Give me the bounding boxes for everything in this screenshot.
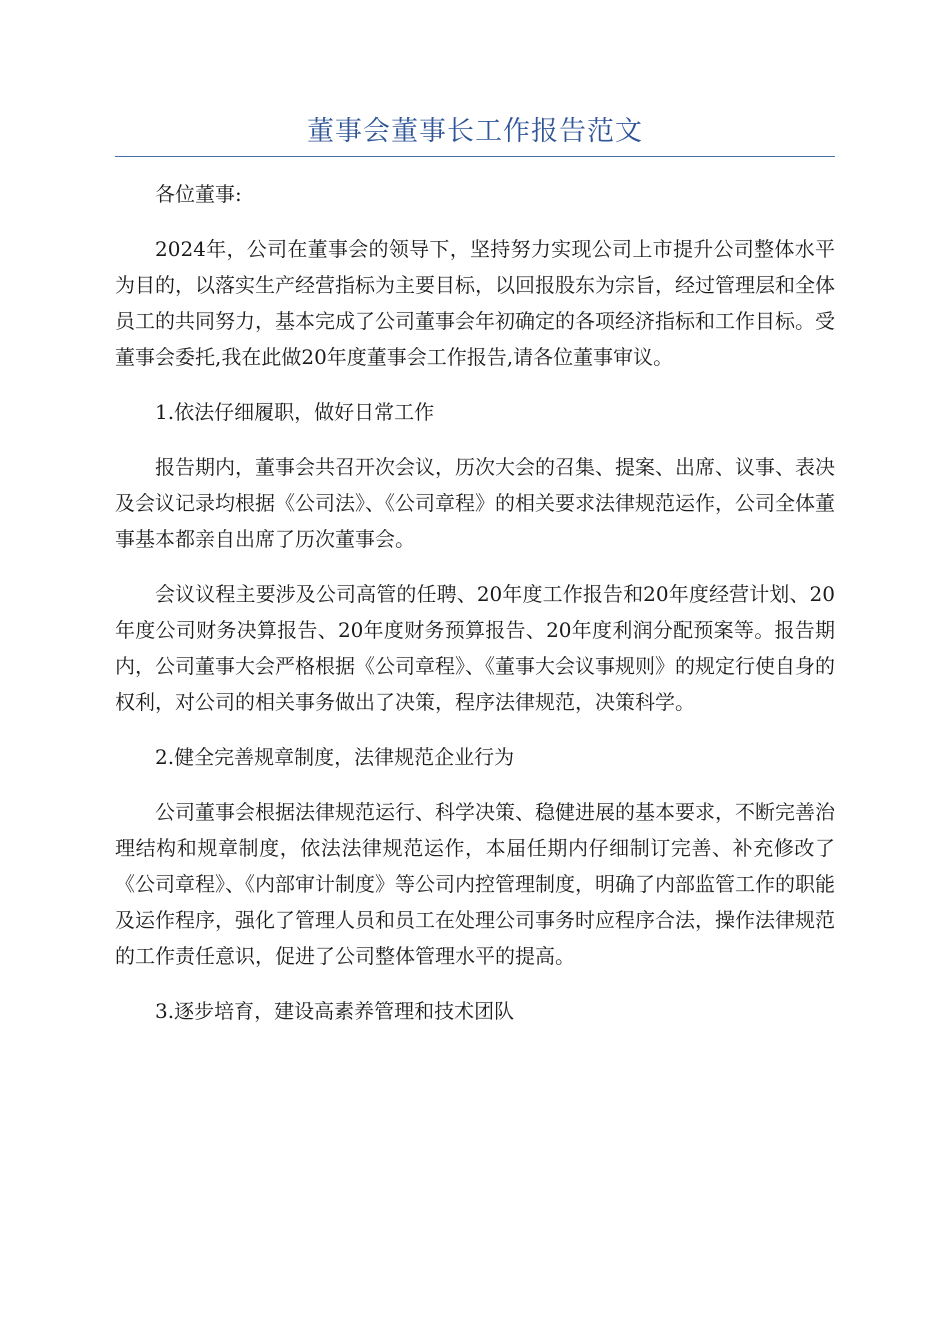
paragraph-agenda: 会议议程主要涉及公司高管的任聘、20年度工作报告和20年度经营计划、20年度公司财务决算报告、20年度财务预算报告、20年度利润分配预案等。报告期内，公司董事大会严格根据《公司章程》、《董事大会议事规则》的规定行使自身的权利，对公司的相关事务做出了决策，程序法律规范，决策科学。 [115, 582, 835, 714]
document-body [115, 176, 835, 1048]
salutation: 各位董事: [155, 182, 242, 206]
section-heading-2: 2.健全完善规章制度，法律规范企业行为 [155, 745, 515, 769]
paragraph-meetings: 报告期内，董事会共召开次会议，历次大会的召集、提案、出席、议事、表决及会议记录均根据《公司法》、《公司章程》的相关要求法律规范运作，公司全体董事基本都亲自出席了历次董事会。 [115, 455, 835, 551]
paragraph-regulations: 公司董事会根据法律规范运行、科学决策、稳健进展的基本要求，不断完善治理结构和规章制度，依法法律规范运作，本届任期内仔细制订完善、补充修改了《公司章程》、《内部审计制度》等公司内控管理制度，明确了内部监管工作的职能及运作程序，强化了管理人员和员工在处理公司事务时应程序合法，操作法律规范的工作责任意识，促进了公司整体管理水平的提高。 [115, 800, 835, 968]
title-block [115, 112, 835, 157]
paragraph-intro: 2024年，公司在董事会的领导下，坚持努力实现公司上市提升公司整体水平为目的，以落实生产经营指标为主要目标，以回报股东为宗旨，经过管理层和全体员工的共同努力，基本完成了公司董事会年初确定的各项经济指标和工作目标。受董事会委托,我在此做20年度董事会工作报告,请各位董事审议。 [115, 237, 835, 369]
section-heading-1: 1.依法仔细履职，做好日常工作 [155, 400, 435, 424]
document-title: 董事会董事长工作报告范文 [307, 116, 643, 147]
section-heading-3: 3.逐步培育，建设高素养管理和技术团队 [155, 999, 515, 1023]
